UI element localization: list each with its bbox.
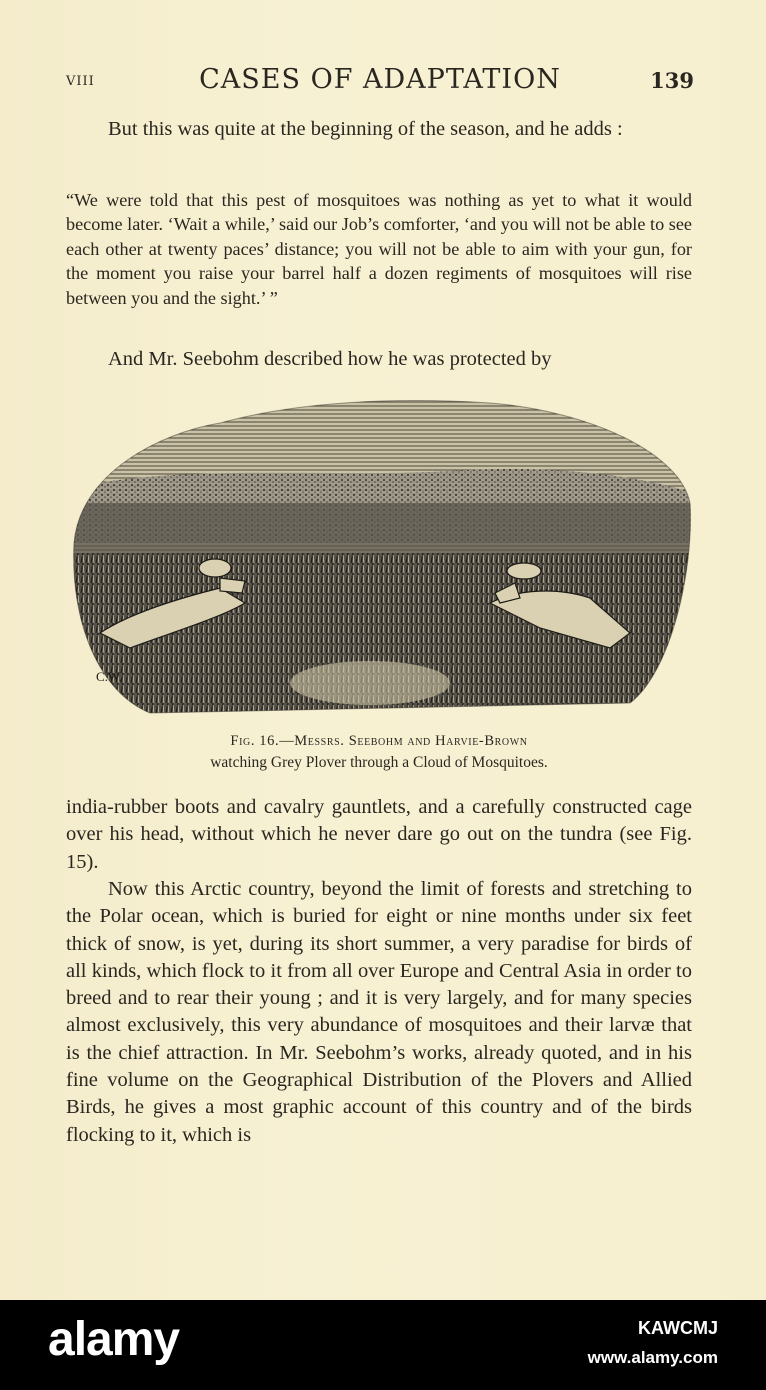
block-quote: “We were told that this pest of mosquitoes was nothing as yet to what it would become later. ‘Wait a while,’ said our Job’s comforter, ‘and you will not be able to see each other at twenty paces’ distance; you will not be able to aim with your gun, for the moment you raise your barrel half a dozen regiments of mosquitoes will rise between you and the sight.’ ” bbox=[66, 190, 692, 308]
chapter-number: VIII bbox=[66, 74, 95, 89]
caption-description: watching Grey Plover through a Cloud of Mosquitoes. bbox=[210, 754, 548, 771]
page-number: 139 bbox=[650, 68, 694, 93]
paragraph-arctic-text: Now this Arctic country, beyond the limit of forests and stretching to the Polar ocean, which is buried for eight or nine months under six feet thick of snow, is yet, during its short summer, a very paradise for birds of all kinds, which flock to it from all over Europe and Central Asia in order to breed and to rear their young ; and it is very largely, and for many species almost exclusively, this very abundance of mosquitoes and their larvæ that is the chief attraction. In Mr. Seebohm’s works, already quoted, and in his fine volume on the Geographical Distribution of the Plovers and Allied Birds, he gives a most graphic account of this country and of the birds flocking to it, which is bbox=[66, 878, 692, 1146]
stock-image-id: KAWCMJ bbox=[638, 1318, 718, 1338]
figure-illustration bbox=[70, 393, 694, 723]
engraving-image bbox=[70, 393, 694, 723]
paragraph-arctic bbox=[66, 876, 692, 1149]
paragraph-seebohm-text: And Mr. Seebohm described how he was protected by bbox=[108, 348, 552, 370]
paragraph-intro bbox=[66, 116, 692, 143]
stock-watermark-bar bbox=[0, 1300, 766, 1390]
artist-mark: C.W. bbox=[96, 669, 123, 684]
paragraph-seebohm bbox=[66, 346, 692, 373]
paragraph-boots: india-rubber boots and cavalry gauntlets, and a carefully constructed cage over his head, without which he never dare go out on the tundra (see Fig. 15). bbox=[66, 796, 692, 873]
caption-title: Fig. 16.—Messrs. Seebohm and Harvie-Brown bbox=[230, 733, 528, 749]
figure-caption bbox=[66, 730, 692, 774]
running-head bbox=[66, 64, 694, 100]
paragraph-intro-text: But this was quite at the beginning of the season, and he adds : bbox=[108, 118, 623, 140]
alamy-logo: alamy bbox=[48, 1313, 180, 1366]
chapter-title: CASES OF ADAPTATION bbox=[199, 64, 561, 95]
stock-url: www.alamy.com bbox=[587, 1348, 718, 1367]
